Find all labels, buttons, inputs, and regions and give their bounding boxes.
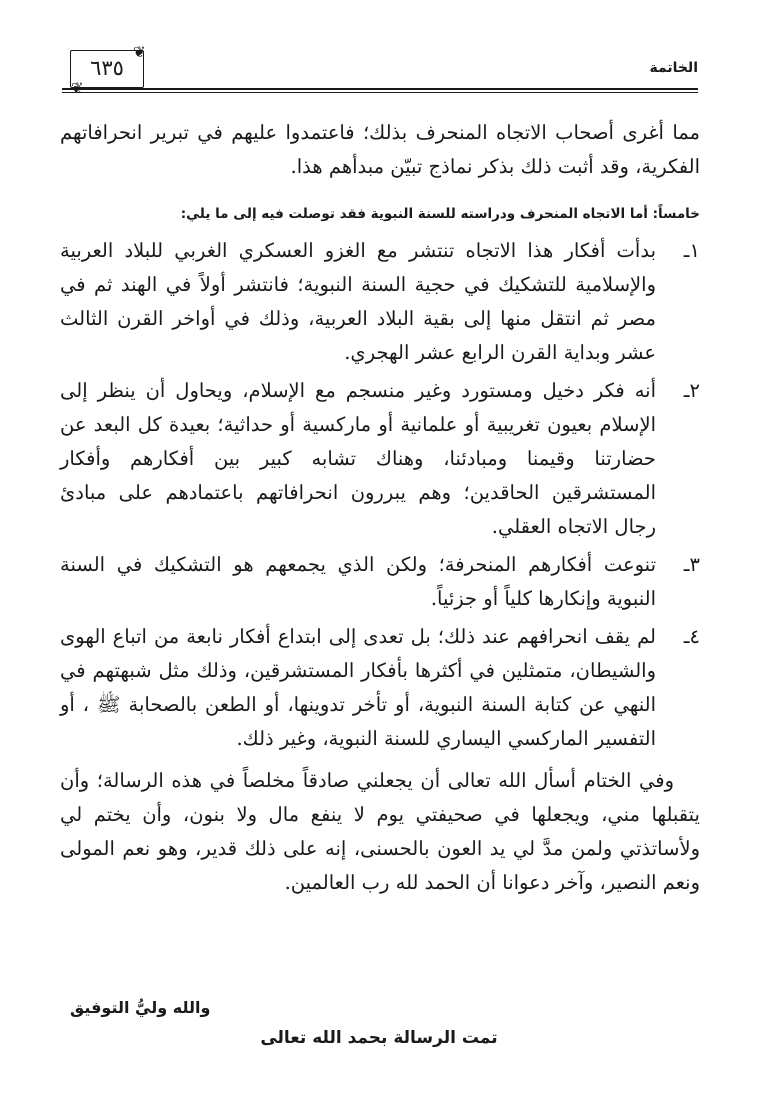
- header-rule-thin: [62, 92, 698, 93]
- list-item-text: لم يقف انحرافهم عند ذلك؛ بل تعدى إلى ابتداع أفكار نابعة من اتباع الهوى والشيطان، متمثلين في أكثرها بأفكار المستشرقين، وذلك مثل شبهتهم في النهي عن كتابة السنة النبوية، أو تأخر تدوينها، أو الطعن بالصحابة ﷺ ، أو التفسير الماركسي اليساري للسنة النبوية، وغير ذلك.: [60, 625, 656, 750]
- header-rule: [62, 88, 698, 90]
- intro-paragraph: مما أغرى أصحاب الاتجاه المنحرف بذلك؛ فاعتمدوا عليهم في تبرير انحرافاتهم الفكرية، وقد أثبت ذلك بذكر نماذج تبيّن مبدأهم هذا.: [60, 121, 700, 178]
- floral-ornament-icon: ❦: [133, 43, 146, 61]
- page-number: ٦٣٥: [90, 56, 124, 80]
- signoff-block: [70, 982, 210, 1017]
- list-item-number: ٢ـ: [683, 379, 700, 402]
- closing-paragraph: وفي الختام أسأل الله تعالى أن يجعلني صادقاً مخلصاً في هذه الرسالة؛ وأن يتقبلها مني، ويجعلها في صحيفتي يوم لا ينفع مال ولا بنون، وأن يختم لي ولأساتذتي ولمن مدَّ لي يد العون بالحسنى، إنه على ذلك قدير، وهو نعم المولى ونعم النصير، وآخر دعوانا أن الحمد لله رب العالمين.: [60, 769, 700, 894]
- list-item-number: ٤ـ: [683, 625, 700, 648]
- list-item: [60, 234, 700, 370]
- list-item: [60, 548, 700, 616]
- list-item: [60, 374, 700, 544]
- chapter-title: الخاتمة: [649, 60, 698, 76]
- list-item-number: ٣ـ: [683, 553, 700, 576]
- list-item-number: ١ـ: [683, 239, 700, 262]
- section-heading: خامساً: أما الاتجاه المنحرف ودراسته للسنة النبوية فقد توصلت فيه إلى ما يلي:: [180, 206, 700, 222]
- list-item-text: تنوعت أفكارهم المنحرفة؛ ولكن الذي يجمعهم هو التشكيك في السنة النبوية وإنكارها كلياً أو جزئياً.: [60, 553, 656, 610]
- page-body: [60, 116, 700, 900]
- list-item-text: أنه فكر دخيل ومستورد وغير منسجم مع الإسلام، ويحاول أن ينظر إلى الإسلام بعيون تغريبية أو علمانية أو ماركسية أو حداثية؛ بعيدة كل البعد عن حضارتنا وقيمنا ومبادئنا، وهناك تشابه كبير بين أفكارهم وأفكار المستشرقين الحاقدين؛ وهم يبررون انحرافاتهم باعتمادهم على مبادئ رجال الاتجاه العقلي.: [60, 379, 656, 538]
- page-header: [62, 44, 698, 96]
- list-item: [60, 620, 700, 756]
- page-number-frame: [70, 43, 146, 97]
- end-note: تمت الرسالة بحمد الله تعالى: [260, 1028, 498, 1048]
- list-item-text: بدأت أفكار هذا الاتجاه تنتشر مع الغزو العسكري الغربي للبلاد العربية والإسلامية للتشكيك في حجية السنة النبوية؛ فانتشر أولاً في الهند ثم في مصر ثم انتقل منها إلى بقية البلاد العربية، وذلك في أواخر القرن الثالث عشر وبداية القرن الرابع عشر الهجري.: [60, 239, 656, 364]
- floral-ornament-icon: ❦: [71, 79, 84, 97]
- signoff-text: والله وليُّ التوفيق: [70, 998, 211, 1017]
